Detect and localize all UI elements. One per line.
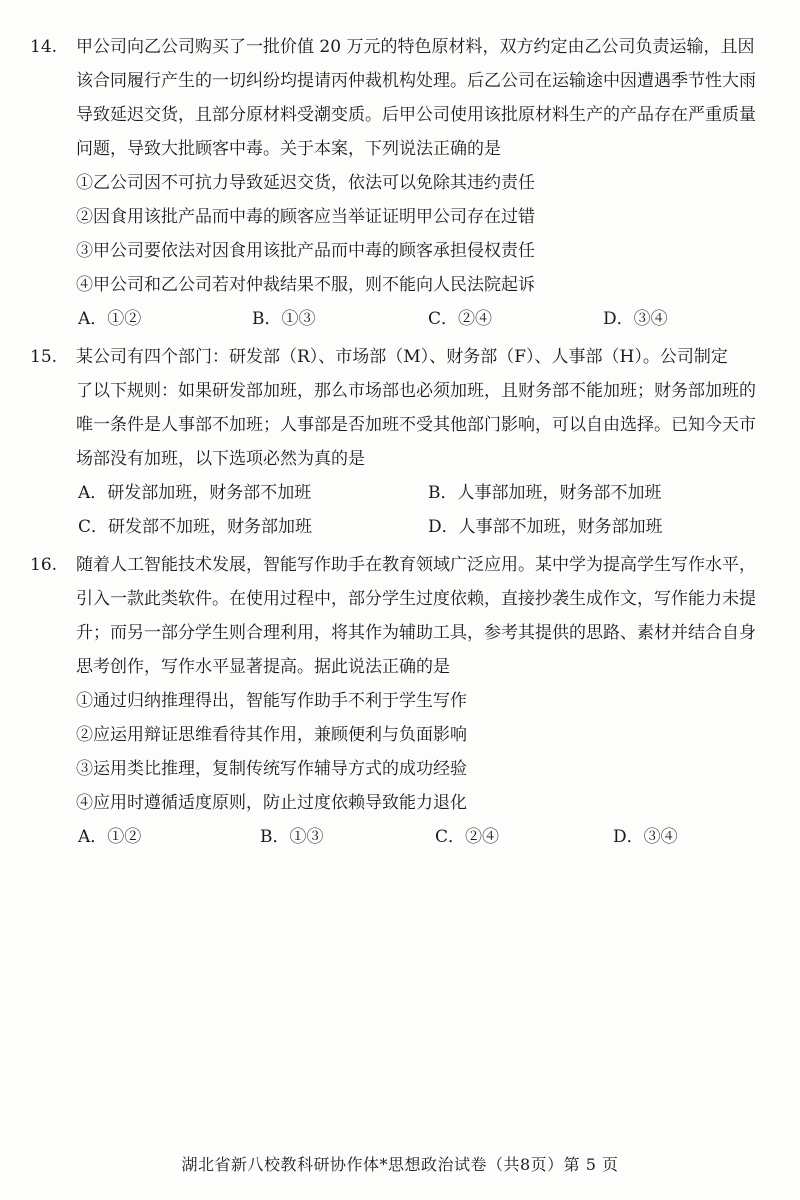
page-footer: 湖北省新八校教科研协作体*思想政治试卷（共8页）第 5 页	[181, 1155, 619, 1174]
question-stem-line	[30, 340, 790, 374]
statement-4: ④应用时遵循适度原则，防止过度依赖导致能力退化	[76, 793, 467, 813]
question-text: 随着人工智能技术发展，智能写作助手在教育领域广泛应用。某中学为提高学生写作水平，	[76, 555, 756, 575]
option-c[interactable]: C．②④	[428, 309, 493, 329]
question-15	[30, 340, 790, 544]
option-a[interactable]: A．①②	[78, 309, 142, 329]
question-16	[30, 548, 790, 854]
statement-1: ①乙公司因不可抗力导致延迟交货，依法可以免除其违约责任	[76, 173, 535, 193]
statement-1: ①通过归纳推理得出，智能写作助手不利于学生写作	[76, 691, 467, 711]
option-b[interactable]: B．人事部加班，财务部不加班	[428, 483, 662, 503]
question-stem-line: 升；而另一部分学生则合理利用，将其作为辅助工具，参考其提供的思路、素材并结合自身	[76, 623, 756, 643]
question-14	[30, 30, 790, 336]
question-stem-line: 唯一条件是人事部不加班；人事部是否加班不受其他部门影响，可以自由选择。已知今天市	[76, 415, 756, 435]
option-a[interactable]: A．①②	[78, 827, 142, 847]
question-text: 甲公司向乙公司购买了一批价值 20 万元的特色原材料，双方约定由乙公司负责运输，且因	[76, 37, 755, 57]
question-number: 16.	[30, 555, 58, 575]
answer-options-row-2	[30, 510, 790, 544]
option-d[interactable]: D．人事部不加班，财务部加班	[428, 517, 663, 537]
statement-2: ②因食用该批产品而中毒的顾客应当举证证明甲公司存在过错	[76, 207, 535, 227]
answer-options-row-1	[30, 476, 790, 510]
question-stem-line: 该合同履行产生的一切纠纷均提请丙仲裁机构处理。后乙公司在运输途中因遭遇季节性大雨	[76, 71, 756, 91]
option-c[interactable]: C．研发部不加班，财务部加班	[78, 517, 313, 537]
question-stem-line: 思考创作，写作水平显著提高。据此说法正确的是	[76, 657, 450, 677]
option-a[interactable]: A．研发部加班，财务部不加班	[78, 483, 312, 503]
answer-options	[30, 820, 790, 854]
question-stem-line: 引入一款此类软件。在使用过程中，部分学生过度依赖，直接抄袭生成作文，写作能力未提	[76, 589, 756, 609]
question-stem-line	[30, 548, 790, 582]
question-number: 14.	[30, 37, 58, 57]
question-stem-line	[30, 30, 790, 64]
question-stem-line: 场部没有加班，以下选项必然为真的是	[76, 449, 365, 469]
option-b[interactable]: B．①③	[260, 827, 324, 847]
option-d[interactable]: D．③④	[603, 309, 668, 329]
question-stem-line: 导致延迟交货，且部分原材料受潮变质。后甲公司使用该批原材料生产的产品存在严重质量	[76, 105, 756, 125]
option-c[interactable]: C．②④	[435, 827, 500, 847]
question-text: 某公司有四个部门：研发部（R）、市场部（M）、财务部（F）、人事部（H）。公司制定	[76, 347, 728, 367]
statement-4: ④甲公司和乙公司若对仲裁结果不服，则不能向人民法院起诉	[76, 275, 535, 295]
answer-options	[30, 302, 790, 336]
statement-2: ②应运用辩证思维看待其作用，兼顾便利与负面影响	[76, 725, 467, 745]
statement-3: ③甲公司要依法对因食用该批产品而中毒的顾客承担侵权责任	[76, 241, 535, 261]
statement-3: ③运用类比推理，复制传统写作辅导方式的成功经验	[76, 759, 467, 779]
question-stem-line: 了以下规则：如果研发部加班，那么市场部也必须加班，且财务部不能加班；财务部加班的	[76, 381, 756, 401]
option-b[interactable]: B．①③	[252, 309, 316, 329]
question-number: 15.	[30, 347, 58, 367]
question-stem-line: 问题，导致大批顾客中毒。关于本案，下列说法正确的是	[76, 139, 501, 159]
option-d[interactable]: D．③④	[613, 827, 678, 847]
